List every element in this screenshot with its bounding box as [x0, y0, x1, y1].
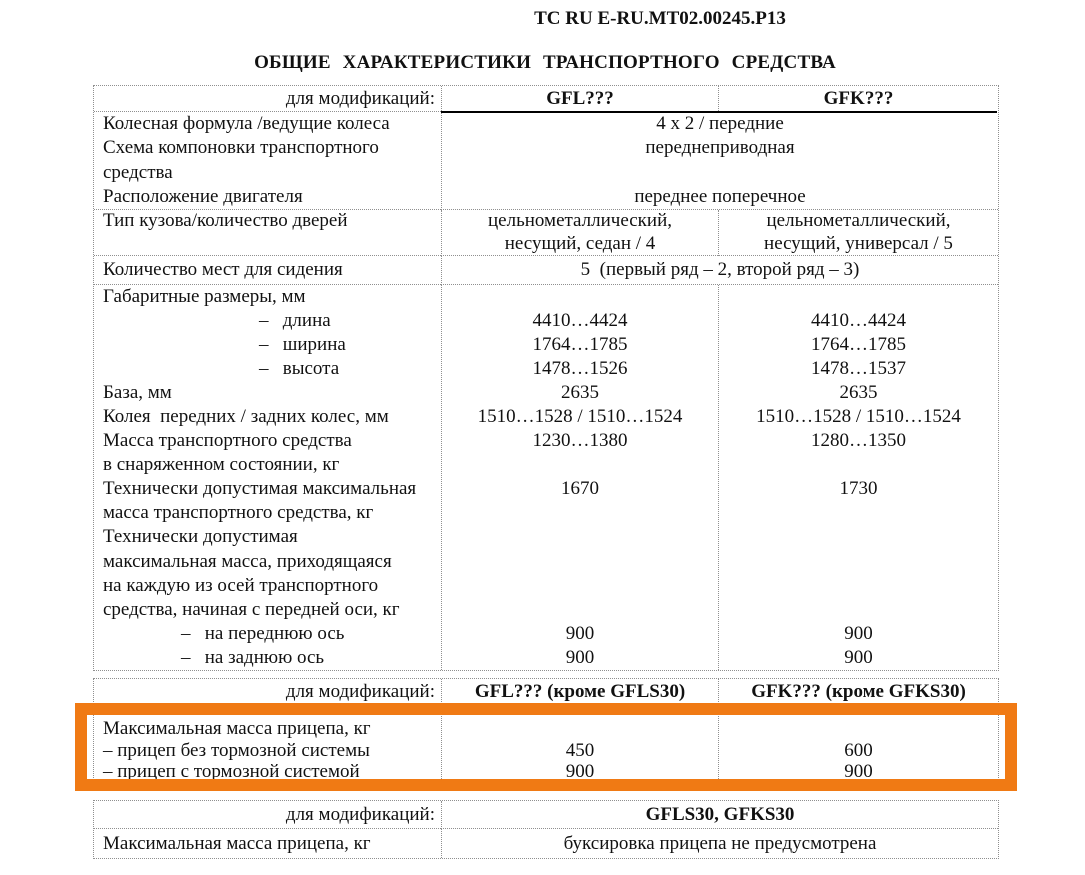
cell-labels-formula-layout-engine — [94, 112, 441, 210]
text-line — [719, 525, 998, 549]
text-line: 4410…4424 — [532, 310, 628, 332]
text-line: Расположение двигателя — [103, 185, 303, 207]
cell-modifications-label: для модификаций: — [94, 86, 441, 112]
text-line: средства — [103, 161, 173, 183]
text-line: – на переднюю ось — [103, 622, 345, 644]
text-line: 900 — [565, 646, 595, 668]
text-line — [442, 525, 718, 549]
text-line — [719, 501, 998, 525]
text-line: Технически допустимая — [103, 526, 298, 548]
text-line — [442, 550, 718, 574]
text-line: 1478…1526 — [532, 358, 628, 380]
cell-values-formula-layout-engine — [441, 112, 998, 210]
text-line: несущий, универсал / 5 — [764, 232, 953, 254]
cell-header-gfk: GFK??? — [718, 86, 998, 111]
cell-label-seats: Количество мест для сидения — [94, 256, 441, 285]
text-line: Схема компоновки транспортного — [103, 137, 379, 159]
text-line: 1730 — [839, 478, 878, 500]
text-line: – прицеп без тормозной системы — [103, 739, 370, 761]
text-line: Максимальная масса прицепа, кг — [103, 718, 371, 739]
text-line: 1280…1350 — [811, 430, 906, 452]
text-line: 2635 — [561, 382, 599, 404]
cell-modifications-label-2: для модификаций: — [94, 679, 441, 706]
cell-value-seats: 5 (первый ряд – 2, второй ряд – 3) — [441, 256, 998, 285]
cell-body-type-gfk — [718, 210, 998, 256]
text-line — [719, 285, 998, 309]
text-line: средства, начиная с передней оси, кг — [103, 598, 400, 620]
text-line — [442, 501, 718, 525]
text-line: – на заднюю ось — [103, 646, 325, 668]
text-line — [719, 550, 998, 574]
text-line: База, мм — [103, 382, 172, 404]
cell-body-type-gfl — [441, 210, 718, 256]
cell-dimensions-masses-gfl — [441, 285, 718, 670]
cell-label-body-type — [94, 210, 441, 256]
text-line — [442, 598, 718, 622]
text-line — [442, 718, 718, 740]
cell-labels-trailer-mass — [94, 706, 441, 783]
text-line: 900 — [565, 761, 595, 782]
text-line: 450 — [565, 739, 595, 761]
text-line: 1230…1380 — [532, 430, 628, 452]
text-line — [719, 598, 998, 622]
text-line — [442, 574, 718, 598]
cell-dimensions-masses-gfk — [718, 285, 998, 670]
text-line: переднее поперечное — [634, 185, 806, 207]
text-line: 2635 — [839, 382, 878, 404]
text-line: 900 — [844, 761, 873, 782]
table-general-characteristics — [93, 85, 999, 671]
cell-modifications-label-3: для модификаций: — [94, 801, 441, 829]
text-line: масса транспортного средства, кг — [103, 502, 374, 524]
cell-trailer-mass-gfl — [441, 706, 718, 783]
text-line: цельнометаллический, — [488, 210, 672, 231]
text-line: – длина — [103, 310, 331, 332]
text-line: Масса транспортного средства — [103, 430, 352, 452]
text-line: 600 — [844, 739, 873, 761]
text-line: 900 — [844, 622, 873, 644]
cell-trailer-mass-gfk — [718, 706, 998, 783]
text-line: 1478…1537 — [811, 358, 906, 380]
cell-label-trailer-mass-s30: Максимальная масса прицепа, кг — [103, 833, 371, 854]
text-line: Технически допустимая максимальная — [103, 478, 417, 500]
text-line — [719, 453, 998, 477]
text-line: Колея передних / задних колес, мм — [103, 406, 389, 428]
text-line: 1764…1785 — [532, 334, 628, 356]
text-line: 1670 — [561, 478, 599, 500]
cell-value-no-towing: буксировка прицепа не предусмотрена — [441, 829, 998, 858]
text-line: 1510…1528 / 1510…1524 — [477, 406, 683, 428]
text-line: Колесная формула /ведущие колеса — [103, 113, 390, 134]
cell-header-gfk-exc: GFK??? (кроме GFKS30) — [718, 679, 998, 706]
table-trailer-mass — [93, 678, 999, 784]
text-line — [442, 285, 718, 309]
text-line: несущий, седан / 4 — [504, 232, 656, 254]
text-line: в снаряженном состоянии, кг — [103, 454, 340, 476]
table-trailer-mass-s30 — [93, 800, 999, 859]
text-line: максимальная масса, приходящаяся — [103, 550, 392, 572]
text-line: на каждую из осей транспортного — [103, 574, 379, 596]
cell-header-gfl-exc: GFL??? (кроме GFLS30) — [441, 679, 718, 706]
text-line: – прицеп с тормозной системой — [103, 761, 360, 782]
doc-number: ТС RU E-RU.MT02.00245.P13 — [534, 8, 786, 29]
text-line: Тип кузова/количество дверей — [103, 210, 348, 231]
cell-labels-dimensions-masses — [94, 285, 441, 670]
text-line: 4 х 2 / передние — [656, 113, 784, 134]
text-line: 900 — [844, 646, 873, 668]
text-line: 4410…4424 — [811, 310, 906, 332]
text-line — [442, 161, 998, 185]
cell-header-s30: GFLS30, GFKS30 — [441, 801, 998, 829]
text-line: цельнометаллический, — [766, 210, 951, 231]
text-line: переднеприводная — [645, 137, 795, 159]
text-line — [442, 453, 718, 477]
section-title: ОБЩИЕ ХАРАКТЕРИСТИКИ ТРАНСПОРТНОГО СРЕДСТВА — [254, 52, 836, 73]
text-line: 1764…1785 — [811, 334, 906, 356]
text-line — [719, 718, 998, 740]
header-solid-rule — [441, 111, 997, 113]
cell-header-gfl: GFL??? — [441, 86, 718, 111]
text-line: – ширина — [103, 334, 346, 356]
text-line: – высота — [103, 358, 340, 380]
text-line — [103, 233, 441, 256]
text-line: Габаритные размеры, мм — [103, 286, 306, 307]
text-line: 1510…1528 / 1510…1524 — [756, 406, 961, 428]
text-line: 900 — [565, 622, 595, 644]
text-line — [719, 574, 998, 598]
